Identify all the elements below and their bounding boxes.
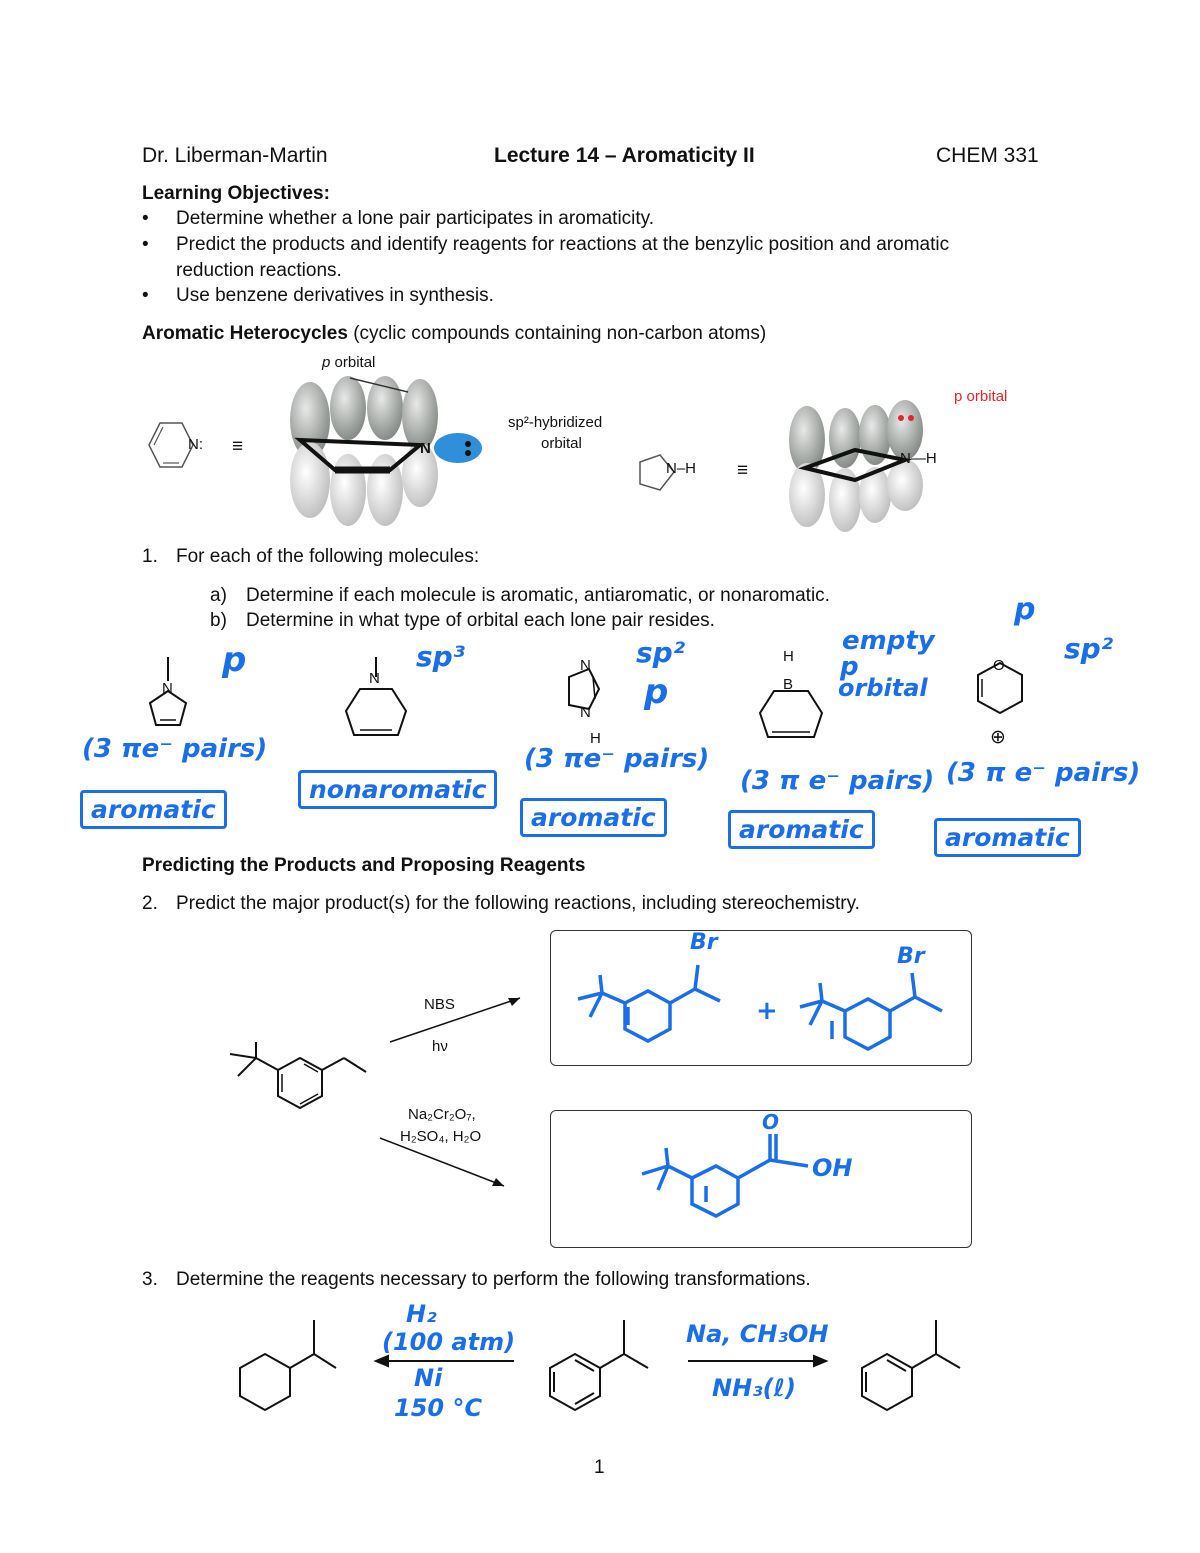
heterocycles-title: Aromatic Heterocycles xyxy=(142,323,348,344)
molecule-2-atom: N xyxy=(369,670,380,687)
q3-left-reagent-4: 150 °C xyxy=(394,1394,483,1422)
q2-number: 2. xyxy=(142,893,158,914)
objective-item: • Determine whether a lone pair participates in aromaticity. xyxy=(176,208,654,230)
course-code: CHEM 331 xyxy=(936,144,1039,167)
molecule-4-note-1: empty xyxy=(842,626,935,656)
heterocycles-heading xyxy=(142,323,766,345)
molecule-3-h: H xyxy=(590,730,601,747)
molecule-5-charge: ⊕ xyxy=(990,727,1006,748)
molecule-1-atom: N xyxy=(162,680,173,697)
product-top-br-2: Br xyxy=(897,944,925,969)
molecule-3-note-1: sp² xyxy=(636,636,685,669)
molecule-2-structure xyxy=(340,655,420,745)
author: Dr. Liberman-Martin xyxy=(142,144,328,167)
reagent-acid: H₂SO₄, H₂O xyxy=(400,1128,482,1145)
q3-prompt: Determine the reagents necessary to perform the following transformations. xyxy=(176,1269,811,1290)
product-bottom-o: O xyxy=(762,1110,780,1134)
molecule-2-verdict: nonaromatic xyxy=(298,770,497,809)
molecule-5-pairs: (3 π e⁻ pairs) xyxy=(946,758,1141,788)
product-top-plus: + xyxy=(756,996,778,1026)
sp2-label: sp²-hybridized xyxy=(508,414,603,431)
pyrrole-orbital-diagram xyxy=(785,400,945,535)
objective-item-continued: reduction reactions. xyxy=(176,260,342,281)
pyrrole-atom: N–H xyxy=(666,460,697,477)
q3-number: 3. xyxy=(142,1269,158,1290)
molecule-4-verdict: aromatic xyxy=(728,810,875,849)
q3-right-reagent-1: Na, CH₃OH xyxy=(686,1320,829,1348)
pyridine-atom: N: xyxy=(188,436,203,453)
q3-left-reagent-2: (100 atm) xyxy=(382,1328,516,1356)
q3-left-reagent-1: H₂ xyxy=(406,1300,437,1328)
molecule-3-atom: N xyxy=(580,657,591,674)
pyrrole-p-orbital-label: p orbital xyxy=(954,388,1008,405)
equivalent-sign-2: ≡ xyxy=(737,460,749,481)
molecule-1-pairs: (3 πe⁻ pairs) xyxy=(82,734,268,764)
q3-structures xyxy=(230,1316,990,1426)
q3-left-reagent-3: Ni xyxy=(414,1364,443,1392)
heterocycles-subtitle: (cyclic compounds containing non-carbon atoms) xyxy=(353,323,767,344)
q1-prompt: For each of the following molecules: xyxy=(176,546,480,567)
molecule-1-verdict: aromatic xyxy=(80,790,227,829)
reaction-arrows xyxy=(380,990,530,1190)
q1-part-a-letter: a) xyxy=(210,585,227,606)
q1-part-b-letter: b) xyxy=(210,610,227,631)
molecule-3-verdict: aromatic xyxy=(520,798,667,837)
molecule-3-pairs: (3 πe⁻ pairs) xyxy=(524,744,710,774)
objective-item: • Predict the products and identify reagents for reactions at the benzylic position and aromatic xyxy=(176,234,949,256)
q2-prompt: Predict the major product(s) for the following reactions, including stereochemistry. xyxy=(176,893,860,914)
pyrrole-nh-label: N—H xyxy=(900,450,937,467)
lecture-title: Lecture 14 – Aromaticity II xyxy=(494,144,755,167)
product-bottom-oh: OH xyxy=(812,1154,853,1182)
q1-part-b: Determine in what type of orbital each lone pair resides. xyxy=(246,610,715,631)
molecule-5-note-1: p xyxy=(1014,592,1036,627)
reagent-dichromate: Na₂Cr₂O₇, xyxy=(408,1106,476,1123)
q3-right-reagent-2: NH₃(ℓ) xyxy=(712,1374,796,1402)
molecule-5-note-2: sp² xyxy=(1064,632,1113,665)
section2-heading: Predicting the Products and Proposing Reagents xyxy=(142,855,586,876)
pyridine-n-label: N xyxy=(420,440,431,457)
molecule-3-note-2: p xyxy=(644,672,669,712)
molecule-4-h: H xyxy=(783,648,794,665)
starting-material-structure xyxy=(220,1040,380,1130)
reagent-hv: hν xyxy=(432,1038,448,1055)
page-number: 1 xyxy=(594,1457,605,1478)
molecule-4-atom: B xyxy=(783,676,794,693)
reagent-nbs: NBS xyxy=(424,996,455,1013)
objective-item: • Use benzene derivatives in synthesis. xyxy=(176,285,494,307)
objectives-heading: Learning Objectives: xyxy=(142,183,330,204)
molecule-4-pairs: (3 π e⁻ pairs) xyxy=(740,766,935,796)
molecule-1-note: p xyxy=(222,640,247,680)
molecule-2-note: sp³ xyxy=(416,640,465,673)
molecule-3-atom2: N xyxy=(580,704,591,721)
q1-part-a: Determine if each molecule is aromatic, antiaromatic, or nonaromatic. xyxy=(246,585,830,606)
molecule-5-verdict: aromatic xyxy=(934,818,1081,857)
equivalent-sign: ≡ xyxy=(232,436,244,457)
molecule-5-atom: O xyxy=(993,657,1005,674)
p-orbital-label: p orbital xyxy=(322,354,376,371)
product-top-br-1: Br xyxy=(690,930,718,955)
sp2-label-2: orbital xyxy=(541,435,582,452)
molecule-1-structure xyxy=(140,655,210,735)
q1-number: 1. xyxy=(142,546,158,567)
molecule-4-note-2: p xyxy=(840,652,859,682)
molecule-4-note-3: orbital xyxy=(838,674,928,702)
pyridine-orbital-diagram xyxy=(280,370,500,530)
